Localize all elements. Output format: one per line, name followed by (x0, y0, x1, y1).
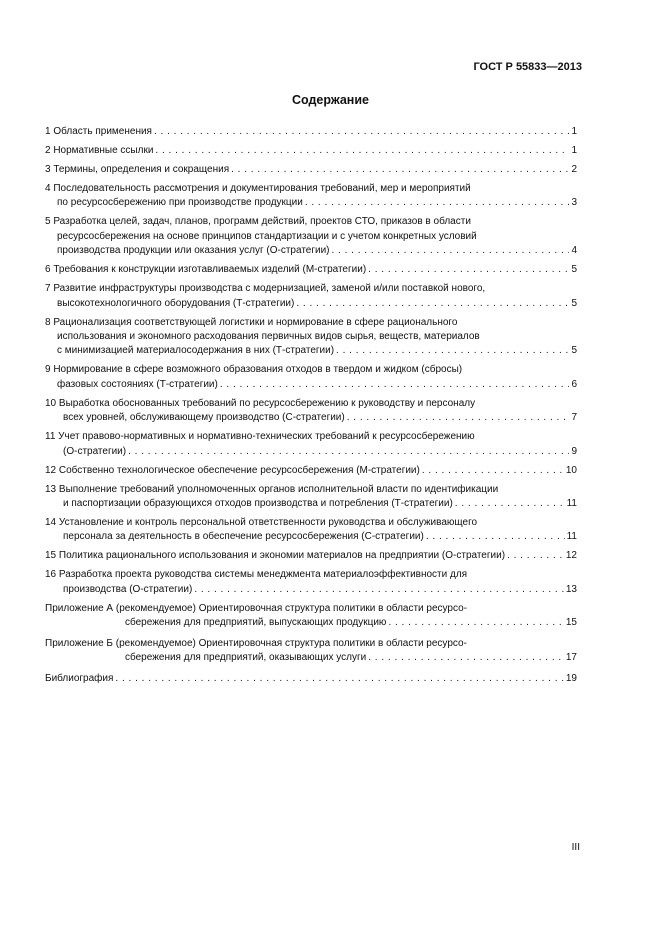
toc-leader-dots (368, 263, 569, 277)
toc-entry[interactable] (45, 363, 577, 392)
toc-entry-text: Библиография (45, 672, 114, 684)
toc-last-line (45, 651, 577, 665)
toc-entry[interactable] (45, 182, 577, 211)
standard-number: ГОСТ Р 55833—2013 (473, 61, 582, 73)
table-of-contents (45, 125, 577, 691)
toc-leader-dots (426, 530, 565, 544)
toc-page-number: 5 (571, 345, 577, 357)
toc-page-number: 12 (565, 550, 577, 562)
toc-last-line (45, 163, 577, 177)
toc-last-line (45, 445, 577, 459)
page-number-roman: III (571, 842, 580, 853)
toc-entry-text: 6 Требования к конструкции изготавливаемых изделий (М-стратегии) (45, 264, 367, 276)
toc-last-line (45, 616, 577, 630)
toc-page-number: 17 (565, 652, 577, 664)
toc-page-number: 9 (571, 445, 577, 457)
toc-page-number: 13 (565, 583, 577, 595)
toc-entry-text: персонала за деятельность в обеспечение ресурсосбережения (С-стратегии) (63, 531, 424, 543)
toc-entry-text: 12 Собственно технологическое обеспечение ресурсосбережения (М-стратегии) (45, 464, 420, 476)
toc-leader-dots (296, 297, 569, 311)
toc-entry-text: (О-стратегии) (63, 445, 127, 457)
toc-entry[interactable] (45, 144, 577, 158)
toc-entry[interactable] (45, 282, 577, 311)
toc-last-line (45, 583, 577, 597)
toc-entry-line: 7 Развитие инфраструктуры производства с модернизацией, заменой и/или поставкой нового, (45, 283, 486, 295)
toc-entry[interactable] (45, 464, 577, 478)
toc-entry-line: 9 Нормирование в сфере возможного образования отходов в твердом и жидком (сбросы) (45, 364, 463, 376)
toc-entry-text: сбережения для предприятий, выпускающих продукцию (125, 617, 387, 629)
toc-entry[interactable] (45, 263, 577, 277)
toc-leader-dots (194, 583, 564, 597)
toc-entry-text: по ресурсосбережению при производстве продукции (57, 197, 303, 209)
toc-entry[interactable] (45, 549, 577, 563)
toc-entry-text: производства (О-стратегии) (63, 583, 193, 595)
toc-leader-dots (347, 411, 570, 425)
toc-entry-text: и паспортизации образующихся отходов производства и потребления (Т-стратегии) (63, 498, 453, 510)
toc-last-line (45, 244, 577, 258)
toc-last-line (45, 263, 577, 277)
toc-leader-dots (455, 497, 565, 511)
toc-entry-line: 14 Установление и контроль персональной ответственности руководства и обслуживающего (45, 517, 478, 529)
toc-entry-bibliography[interactable] (45, 672, 577, 686)
toc-page-number: 6 (571, 378, 577, 390)
toc-leader-dots (115, 672, 563, 686)
toc-entry-line: 11 Учет правово-нормативных и нормативно-технических требований к ресурсосбережению (45, 431, 475, 443)
toc-last-line (45, 464, 577, 478)
toc-page-number: 2 (571, 164, 577, 175)
toc-page-number: 5 (571, 264, 577, 276)
toc-leader-dots (332, 244, 570, 258)
toc-last-line (45, 411, 577, 425)
toc-last-line (45, 549, 577, 563)
page-title: Содержание (291, 93, 369, 107)
toc-entry[interactable] (45, 215, 577, 258)
toc-last-line (45, 196, 577, 210)
toc-page-number: 15 (565, 617, 577, 629)
toc-entry-text: производства продукции или оказания услуг (О-стратегии) (57, 245, 330, 257)
toc-leader-dots (128, 445, 569, 459)
toc-leader-dots (368, 651, 564, 665)
toc-last-line (45, 530, 577, 544)
toc-entry-appendix[interactable] (45, 602, 577, 631)
toc-entry-line: Приложение А (рекомендуемое) Ориентировочная структура политики в области ресурсо- (45, 602, 467, 614)
toc-last-line (45, 378, 577, 392)
toc-leader-dots (220, 378, 570, 392)
toc-page-number: 7 (571, 412, 577, 424)
toc-page-number: 1 (571, 145, 577, 156)
toc-entry[interactable] (45, 483, 577, 512)
toc-entry-line: 16 Разработка проекта руководства системы менеджмента материалоэффективности для (45, 569, 468, 581)
toc-entry-text: сбережения для предприятий, оказывающих услуги (125, 652, 367, 664)
toc-entry[interactable] (45, 568, 577, 597)
toc-entry-appendix[interactable] (45, 637, 577, 666)
toc-page-number: 11 (566, 498, 577, 510)
toc-last-line (45, 672, 577, 686)
toc-entry-text: высокотехнологичного оборудования (Т-стратегии) (57, 297, 295, 309)
toc-last-line (45, 125, 577, 139)
toc-entry-line: Приложение Б (рекомендуемое) Ориентировочная структура политики в области ресурсо- (45, 637, 467, 649)
toc-entry-text: 1 Область применения (45, 126, 152, 137)
toc-entry-line: использования и экономного расходования первичных видов сырья, веществ, материалов (57, 331, 480, 343)
toc-leader-dots (422, 464, 564, 478)
toc-entry-text: 3 Термины, определения и сокращения (45, 164, 230, 175)
toc-page-number: 10 (565, 464, 577, 476)
toc-leader-dots (305, 196, 570, 210)
toc-page-number: 1 (571, 126, 577, 137)
toc-page-number: 11 (566, 531, 577, 543)
toc-entry-text: фазовых состояниях (Т-стратегии) (57, 378, 218, 390)
toc-entries (45, 125, 577, 597)
toc-appendices (45, 602, 577, 666)
toc-entry-line: ресурсосбережения на основе принципов стандартизации и с учетом конкретных условий (57, 230, 477, 242)
toc-entry[interactable] (45, 430, 577, 459)
toc-entry-text: всех уровней, обслуживающему производство (С-стратегии) (63, 412, 345, 424)
toc-entry-line: 8 Рационализация соответствующей логистики и нормирование в сфере рационального (45, 316, 458, 328)
toc-leader-dots (388, 616, 563, 630)
toc-page-number: 5 (571, 297, 577, 309)
toc-entry-line: 10 Выработка обоснованных требований по ресурсосбережению к руководству и персоналу (45, 397, 476, 409)
toc-entry[interactable] (45, 163, 577, 177)
toc-leader-dots (231, 163, 569, 177)
toc-leader-dots (154, 125, 569, 139)
toc-page-number: 3 (571, 197, 577, 209)
toc-entry-text: 2 Нормативные ссылки (45, 145, 154, 156)
toc-entry-text: с минимизацией материалосодержания в них (Т-стратегии) (57, 345, 335, 357)
toc-entry-line: 4 Последовательность рассмотрения и документирования требований, мер и мероприятий (45, 183, 471, 194)
toc-last-line (45, 297, 577, 311)
toc-page-number: 4 (571, 245, 577, 257)
toc-last-line (45, 344, 577, 358)
toc-leader-dots (155, 144, 569, 158)
toc-leader-dots (336, 344, 569, 358)
toc-last-line (45, 144, 577, 158)
toc-entry[interactable] (45, 397, 577, 426)
toc-entry-line: 5 Разработка целей, задач, планов, программ действий, проектов СТО, приказов в области (45, 216, 471, 228)
toc-page-number: 19 (565, 672, 577, 684)
toc-entry-text: 15 Политика рационального использования и экономии материалов на предприятии (О-стратегии) (45, 550, 506, 562)
toc-entry-line: 13 Выполнение требований уполномоченных органов исполнительной власти по идентификации (45, 483, 499, 495)
toc-leader-dots (507, 549, 564, 563)
toc-entry[interactable] (45, 516, 577, 545)
toc-entry[interactable] (45, 125, 577, 139)
toc-last-line (45, 497, 577, 511)
toc-entry[interactable] (45, 316, 577, 359)
